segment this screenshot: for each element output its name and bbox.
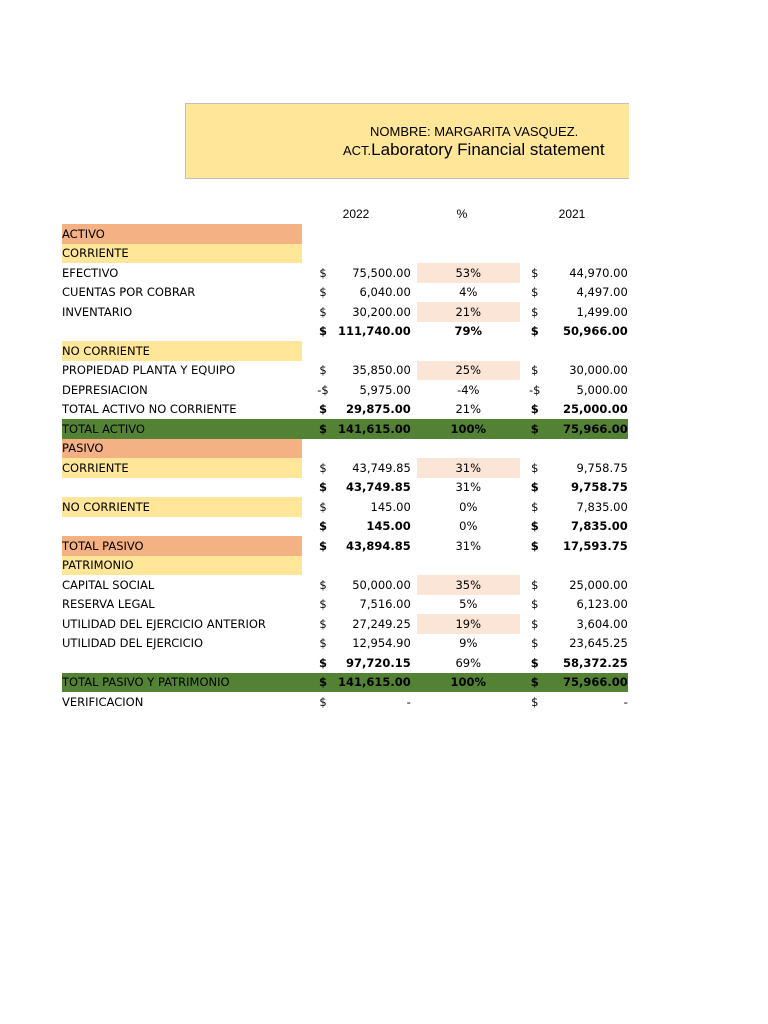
currency-2022: $ xyxy=(319,363,327,378)
activity-title xyxy=(343,140,605,160)
currency-2022: $ xyxy=(319,616,327,631)
amount-2021: 75,966.00 xyxy=(550,673,628,693)
amount-2021: 9,758.75 xyxy=(571,480,628,495)
activity-name: Laboratory Financial statement xyxy=(371,140,605,159)
table-row xyxy=(62,283,628,303)
percent-cell: 25% xyxy=(417,361,520,381)
row-label: DEPRESIACION xyxy=(62,382,148,397)
table-row xyxy=(62,224,628,244)
currency-2021: $ xyxy=(531,265,539,280)
currency-2022: $ xyxy=(319,694,327,709)
currency-2021: $ xyxy=(530,519,539,534)
percent-cell: 31% xyxy=(455,538,482,553)
currency-2022: $ xyxy=(319,304,327,319)
amount-2022: 43,749.85 xyxy=(352,460,411,475)
currency-2022: $ xyxy=(318,324,327,339)
row-label: INVENTARIO xyxy=(62,304,133,319)
currency-2022: $ xyxy=(319,265,327,280)
row-label: CAPITAL SOCIAL xyxy=(62,577,155,592)
amount-2022: 29,875.00 xyxy=(346,402,411,417)
table-row xyxy=(62,322,628,342)
amount-2021 xyxy=(550,556,628,576)
amount-2021: 5,000.00 xyxy=(576,382,628,397)
percent-cell: 4% xyxy=(459,285,478,300)
table-row xyxy=(62,634,628,654)
amount-2021: 30,000.00 xyxy=(569,363,628,378)
amount-2021 xyxy=(550,439,628,459)
table-row xyxy=(62,614,628,634)
table-row xyxy=(62,673,628,693)
currency-2022: $ xyxy=(319,636,327,651)
amount-2022 xyxy=(338,244,411,264)
percent-cell: 5% xyxy=(459,597,478,612)
amount-2021: 25,000.00 xyxy=(563,402,628,417)
currency-2022: -$ xyxy=(317,382,329,397)
currency-2021: $ xyxy=(531,694,539,709)
row-label xyxy=(62,653,302,673)
currency-2022: $ xyxy=(319,285,327,300)
amount-2021: 7,835.00 xyxy=(576,499,628,514)
amount-2021: 50,966.00 xyxy=(563,324,628,339)
amount-2022: - xyxy=(406,694,411,709)
row-label: CUENTAS POR COBRAR xyxy=(62,285,196,300)
amount-2022: 145.00 xyxy=(366,519,411,534)
amount-2021: 3,604.00 xyxy=(576,616,628,631)
amount-2022: 141,615.00 xyxy=(338,419,411,439)
currency-2022: $ xyxy=(319,499,327,514)
amount-2021: 9,758.75 xyxy=(576,460,628,475)
row-label: RESERVA LEGAL xyxy=(62,597,155,612)
percent-cell: 0% xyxy=(459,499,478,514)
currency-2021: -$ xyxy=(529,382,541,397)
table-row xyxy=(62,263,628,283)
table-row xyxy=(62,595,628,615)
percent-cell xyxy=(417,341,520,361)
amount-2022: 50,000.00 xyxy=(352,577,411,592)
percent-cell: 100% xyxy=(417,419,520,439)
currency-2022: $ xyxy=(318,480,327,495)
column-header-percent: % xyxy=(456,207,468,221)
row-label xyxy=(62,322,302,342)
amount-2022 xyxy=(338,556,411,576)
row-label: VERIFICACION xyxy=(62,694,144,709)
currency-2021: $ xyxy=(531,636,539,651)
amount-2021: 44,970.00 xyxy=(569,265,628,280)
row-label: NO CORRIENTE xyxy=(62,497,302,517)
currency-2022: $ xyxy=(318,655,327,670)
currency-2022: $ xyxy=(308,673,338,693)
row-label: CORRIENTE xyxy=(62,244,302,264)
percent-cell: 53% xyxy=(417,263,520,283)
currency-2021: $ xyxy=(531,499,539,514)
row-label xyxy=(62,517,302,537)
currency-2022: $ xyxy=(319,577,327,592)
amount-2021: 4,497.00 xyxy=(576,285,628,300)
table-row xyxy=(62,244,628,264)
currency-2021 xyxy=(520,556,550,576)
currency-2022 xyxy=(308,439,338,459)
column-header-2021: 2021 xyxy=(558,207,586,221)
amount-2022 xyxy=(338,341,411,361)
row-label: UTILIDAD DEL EJERCICIO ANTERIOR xyxy=(62,616,266,631)
table-row xyxy=(62,478,628,498)
currency-2021: $ xyxy=(531,577,539,592)
table-row xyxy=(62,497,628,517)
percent-cell: 21% xyxy=(417,302,520,322)
row-label: CORRIENTE xyxy=(62,458,302,478)
percent-cell xyxy=(417,439,520,459)
amount-2022: 43,749.85 xyxy=(346,480,411,495)
amount-2021: 1,499.00 xyxy=(576,304,628,319)
amount-2021: 25,000.00 xyxy=(569,577,628,592)
amount-2021: - xyxy=(623,694,628,709)
amount-2021 xyxy=(550,244,628,264)
currency-2021 xyxy=(520,439,550,459)
currency-2021: $ xyxy=(531,597,539,612)
amount-2022: 6,040.00 xyxy=(359,285,411,300)
percent-cell xyxy=(417,692,520,712)
amount-2022: 35,850.00 xyxy=(352,363,411,378)
row-label: TOTAL ACTIVO NO CORRIENTE xyxy=(62,402,237,417)
row-label: TOTAL ACTIVO xyxy=(62,419,302,439)
amount-2022: 145.00 xyxy=(370,499,411,514)
currency-2021: $ xyxy=(530,538,539,553)
currency-2021: $ xyxy=(530,655,539,670)
amount-2022 xyxy=(338,439,411,459)
row-label: PASIVO xyxy=(62,439,302,459)
percent-cell: 19% xyxy=(417,614,520,634)
amount-2021: 75,966.00 xyxy=(550,419,628,439)
currency-2022: $ xyxy=(318,538,327,553)
currency-2022: $ xyxy=(318,402,327,417)
percent-cell: 31% xyxy=(417,458,520,478)
amount-2022: 27,249.25 xyxy=(352,616,411,631)
percent-cell: 100% xyxy=(417,673,520,693)
row-label xyxy=(62,478,302,498)
column-header-2022: 2022 xyxy=(342,207,370,221)
currency-2021: $ xyxy=(531,363,539,378)
currency-2022 xyxy=(308,341,338,361)
currency-2022: $ xyxy=(318,519,327,534)
amount-2022: 75,500.00 xyxy=(352,265,411,280)
table-row xyxy=(62,361,628,381)
amount-2021: 23,645.25 xyxy=(569,636,628,651)
amount-2022: 7,516.00 xyxy=(359,597,411,612)
percent-cell xyxy=(417,224,520,244)
percent-cell: 35% xyxy=(417,575,520,595)
row-label: UTILIDAD DEL EJERCICIO xyxy=(62,636,204,651)
currency-2021 xyxy=(520,341,550,361)
table-row xyxy=(62,536,628,556)
currency-2022 xyxy=(308,556,338,576)
table-row xyxy=(62,302,628,322)
currency-2021: $ xyxy=(520,673,550,693)
amount-2021: 6,123.00 xyxy=(576,597,628,612)
currency-2021: $ xyxy=(531,304,539,319)
percent-cell: 69% xyxy=(455,655,482,670)
table-row xyxy=(62,575,628,595)
amount-2021: 58,372.25 xyxy=(563,655,628,670)
currency-2022: $ xyxy=(319,597,327,612)
currency-2021: $ xyxy=(520,419,550,439)
amount-2022: 5,975.00 xyxy=(359,382,411,397)
amount-2021 xyxy=(550,341,628,361)
percent-cell: 9% xyxy=(459,636,478,651)
currency-2022 xyxy=(308,244,338,264)
currency-2021: $ xyxy=(530,402,539,417)
balance-sheet-table xyxy=(62,224,628,712)
table-row xyxy=(62,439,628,459)
row-label: PROPIEDAD PLANTA Y EQUIPO xyxy=(62,363,236,378)
currency-2021: $ xyxy=(530,324,539,339)
row-label: TOTAL PASIVO xyxy=(62,536,302,556)
table-row xyxy=(62,400,628,420)
percent-cell: -4% xyxy=(457,382,480,397)
amount-2022: 43,894.85 xyxy=(346,538,411,553)
table-row xyxy=(62,692,628,712)
amount-2022: 111,740.00 xyxy=(338,324,411,339)
currency-2021 xyxy=(520,244,550,264)
amount-2021 xyxy=(550,224,628,244)
row-label: EFECTIVO xyxy=(62,265,119,280)
currency-2022 xyxy=(308,224,338,244)
currency-2021: $ xyxy=(531,460,539,475)
percent-cell: 31% xyxy=(455,480,482,495)
amount-2022: 97,720.15 xyxy=(346,655,411,670)
amount-2021: 7,835.00 xyxy=(571,519,628,534)
currency-2021: $ xyxy=(531,285,539,300)
row-label: ACTIVO xyxy=(62,224,302,244)
amount-2021: 17,593.75 xyxy=(563,538,628,553)
row-label: PATRIMONIO xyxy=(62,556,302,576)
table-row xyxy=(62,517,628,537)
currency-2021: $ xyxy=(531,616,539,631)
percent-cell: 0% xyxy=(459,519,478,534)
percent-cell: 21% xyxy=(455,402,482,417)
currency-2021: $ xyxy=(530,480,539,495)
row-label: TOTAL PASIVO Y PATRIMONIO xyxy=(62,673,302,693)
percent-cell xyxy=(417,244,520,264)
currency-2022: $ xyxy=(308,419,338,439)
currency-2022: $ xyxy=(319,460,327,475)
activity-prefix: ACT. xyxy=(343,143,372,158)
row-label: NO CORRIENTE xyxy=(62,341,302,361)
percent-cell: 79% xyxy=(454,324,483,339)
amount-2022: 12,954.90 xyxy=(352,636,411,651)
amount-2022: 141,615.00 xyxy=(338,673,411,693)
currency-2021 xyxy=(520,224,550,244)
table-row xyxy=(62,419,628,439)
student-name: NOMBRE: MARGARITA VASQUEZ. xyxy=(370,124,579,139)
percent-cell xyxy=(417,556,520,576)
amount-2022 xyxy=(338,224,411,244)
table-row xyxy=(62,556,628,576)
table-row xyxy=(62,653,628,673)
amount-2022: 30,200.00 xyxy=(352,304,411,319)
table-row xyxy=(62,341,628,361)
table-row xyxy=(62,380,628,400)
table-row xyxy=(62,458,628,478)
